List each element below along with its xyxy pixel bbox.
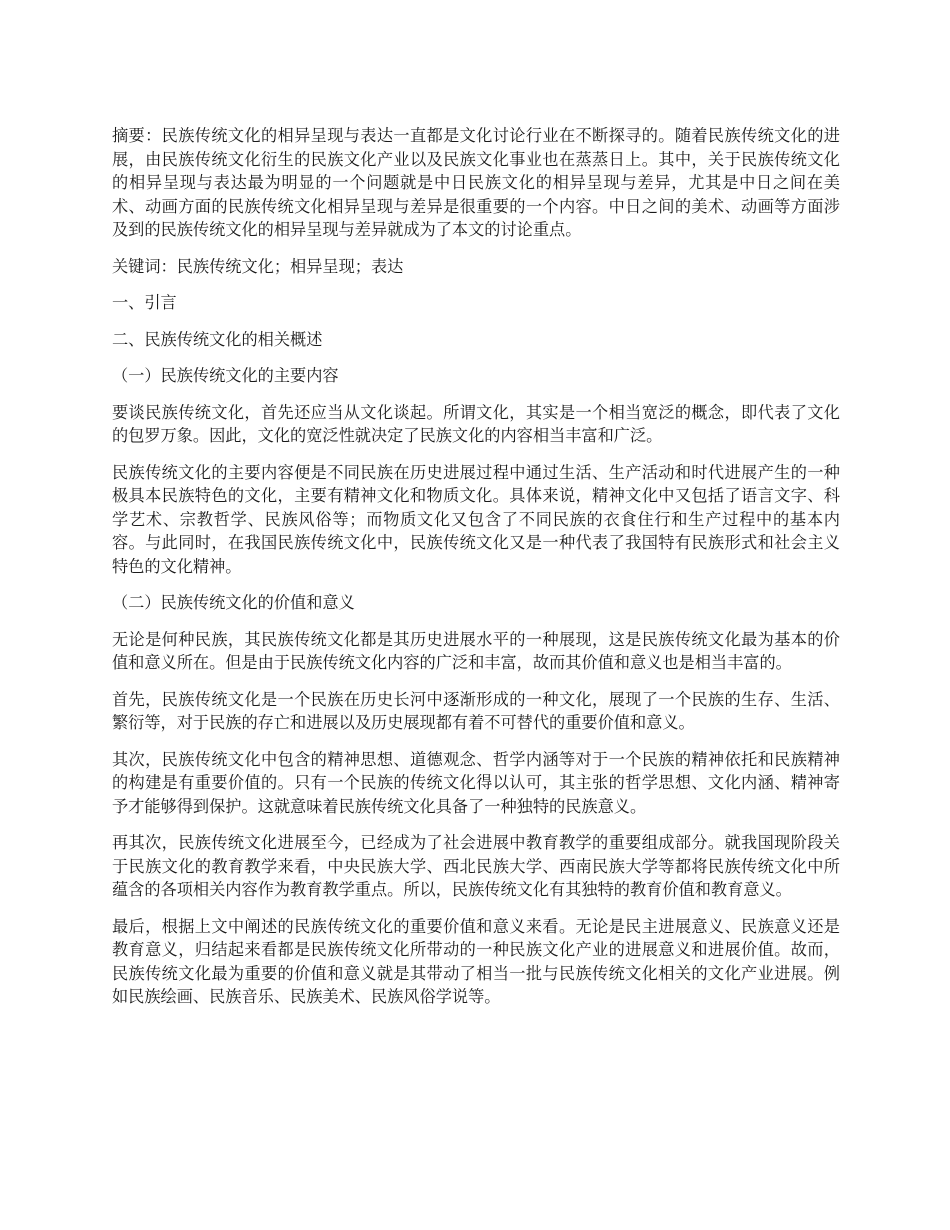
section-heading-introduction: 一、引言 [112,293,177,312]
body-paragraph: 民族传统文化的主要内容便是不同民族在历史进展过程中通过生活、生产活动和时代进展产生的一种极具本民族特色的文化，主要有精神文化和物质文化。具体来说，精神文化中又包括了语言文字、科学艺术、宗教哲学、民族风俗等；而物质文化又包含了不同民族的衣食住行和生产过程中的基本内容。与此同时，在我国民族传统文化中，民族传统文化又是一种代表了我国特有民族形式和社会主义特色的文化精神。 [112,462,840,576]
body-paragraph: 首先，民族传统文化是一个民族在历史长河中逐渐形成的一种文化，展现了一个民族的生存、生活、繁衍等，对于民族的存亡和进展以及历史展现都有着不可替代的重要价值和意义。 [112,689,840,732]
subsection-heading-value-meaning: （二）民族传统文化的价值和意义 [112,593,355,612]
section-heading-overview: 二、民族传统文化的相关概述 [112,329,323,349]
body-paragraph: 无论是何种民族，其民族传统文化都是其历史进展水平的一种展现，这是民族传统文化最为基本的价值和意义所在。但是由于民族传统文化内容的广泛和丰富，故而其价值和意义也是相当丰富的。 [112,629,840,672]
body-paragraph: 其次，民族传统文化中包含的精神思想、道德观念、哲学内涵等对于一个民族的精神依托和民族精神的构建是有重要价值的。只有一个民族的传统文化得以认可，其主张的哲学思想、文化内涵、精神寄予才能够得到保护。这就意味着民族传统文化具备了一种独特的民族意义。 [112,749,840,816]
abstract-paragraph: 摘要：民族传统文化的相异呈现与表达一直都是文化讨论行业在不断探寻的。随着民族传统文化的进展，由民族传统文化衍生的民族文化产业以及民族文化事业也在蒸蒸日上。其中，关于民族传统文化的相异呈现与表达最为明显的一个问题就是中日民族文化的相异呈现与差异，尤其是中日之间在美术、动画方面的民族传统文化相异呈现与差异是很重要的一个内容。中日之间的美术、动画等方面涉及到的民族传统文化的相异呈现与差异就成为了本文的讨论重点。 [112,126,840,239]
body-paragraph: 再其次，民族传统文化进展至今，已经成为了社会进展中教育教学的重要组成部分。就我国现阶段关于民族文化的教育教学来看，中央民族大学、西北民族大学、西南民族大学等都将民族传统文化中所蕴含的各项相关内容作为教育教学重点。所以，民族传统文化有其独特的教育价值和教育意义。 [112,833,840,899]
document-body [112,124,840,1022]
body-paragraph: 最后，根据上文中阐述的民族传统文化的重要价值和意义来看。无论是民主进展意义、民族意义还是教育意义，归结起来看都是民族传统文化所带动的一种民族文化产业的进展意义和进展价值。故而，民族传统文化最为重要的价值和意义就是其带动了相当一批与民族传统文化相关的文化产业进展。例如民族绘画、民族音乐、民族美术、民族风俗学说等。 [112,916,840,1006]
keywords-paragraph: 关键词：民族传统文化；相异呈现；表达 [112,256,404,276]
subsection-heading-main-content: （一）民族传统文化的主要内容 [112,366,339,385]
body-paragraph: 要谈民族传统文化，首先还应当从文化谈起。所谓文化，其实是一个相当宽泛的概念，即代表了文化的包罗万象。因此，文化的宽泛性就决定了民族文化的内容相当丰富和广泛。 [112,402,840,445]
